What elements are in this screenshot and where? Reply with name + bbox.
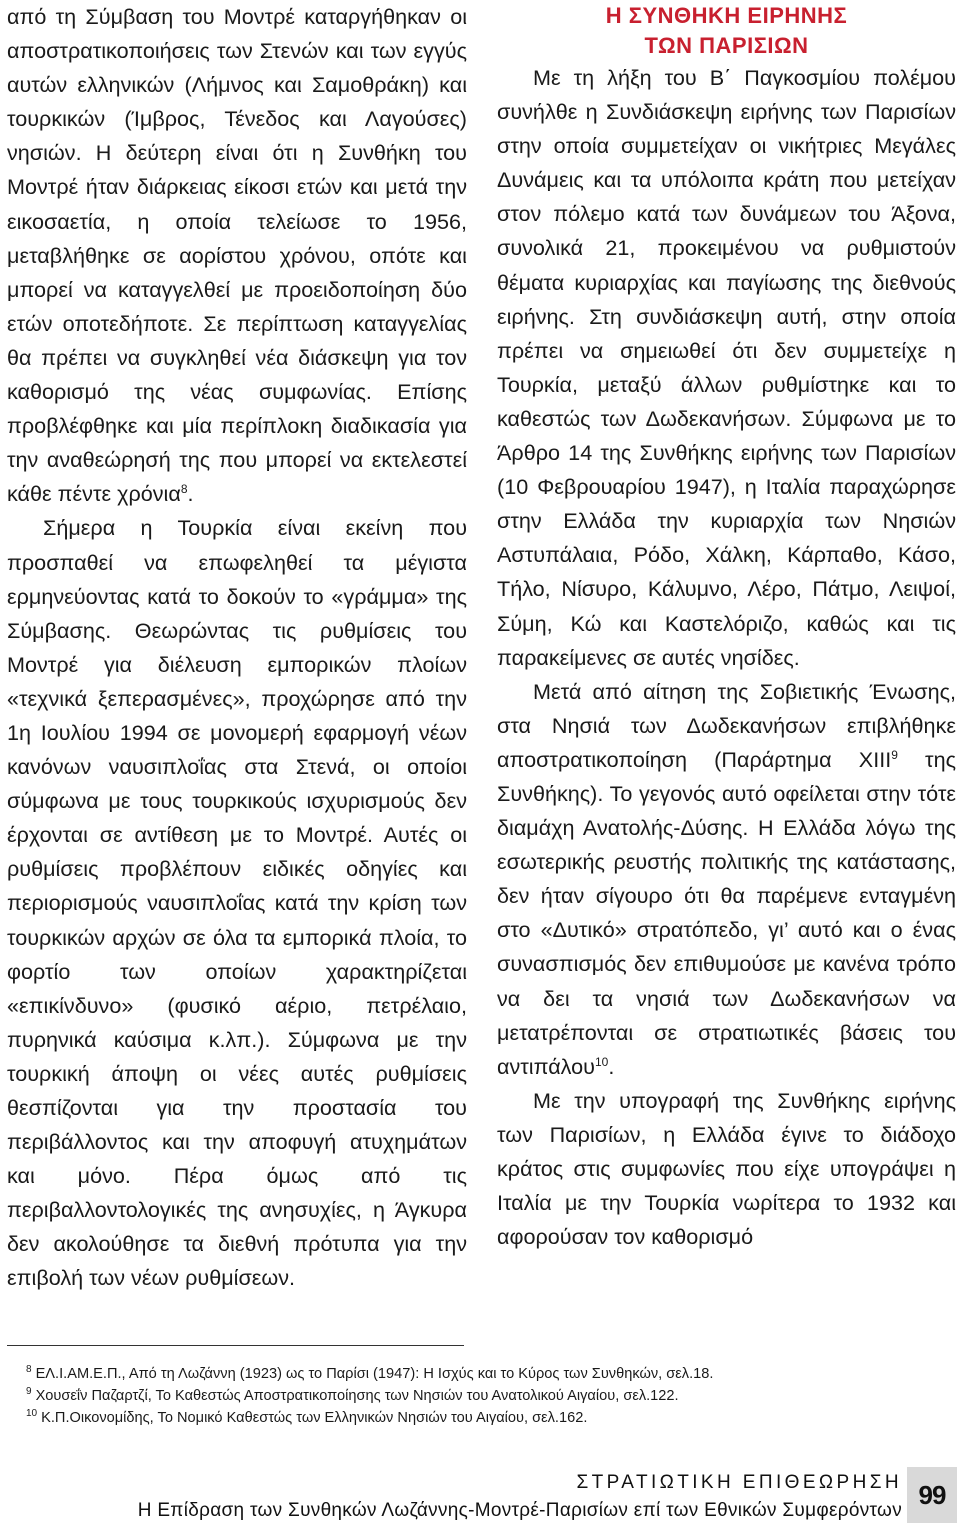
page-number: 99: [907, 1467, 957, 1523]
footnote-8: [26, 1363, 956, 1385]
footnote-text: Χουσεΐν Παζαρτζί, Το Καθεστώς Αποστρατικοποίησης των Νησιών του Ανατολικού Αιγαίου, σελ.122.: [35, 1388, 679, 1404]
footnote-number: 9: [26, 1386, 32, 1398]
text-run: Σήμερα η Τουρκία είναι εκείνη που προσπαθεί να επωφεληθεί τα μέγιστα ερμηνεύοντας κατά το δοκούν το «γράμμα» της Σύμβασης. Θεωρώντας τις ρυθμίσεις του Μοντρέ για διέλευση εμπορικών πλοίων «τεχνικά ξεπερασμένες», προχώρησε από την 1η Ιουλίου 1994 σε μονομερή εφαρμογή νέων κανόνων ναυσιπλοΐας στα Στενά, οι οποίοι σύμφωνα με τους τουρκικούς ισχυρισμούς δεν έρχονται σε αντίθεση με το Μοντρέ. Αυτές οι ρυθμίσεις προβλέπουν ειδικές οδηγίες και περιορισμούς ναυσιπλοΐας κατά την κρίση των τουρκικών αρχών σε όλα τα εμπορικά πλοία, το φορτίο των οποίων χαρακτηρίζεται «επικίνδυνο» (φυσικό αέριο, πετρέλαιο, πυρηνικά καύσιμα κ.λπ.). Σύμφωνα με την τουρκική άποψη οι νέες αυτές ρυθμίσεις θεσπίζονται για την προστασία του περιβάλλοντος και την αποφυγή ατυχημάτων και μόνο. Πέρα όμως από τις περιβαλλοντολογικές της ανησυχίες, η Άγκυρα δεν ακολούθησε τα διεθνή πρότυπα για την επιβολή των νέων ρυθμίσεων.: [7, 515, 467, 1291]
section-heading: [497, 0, 956, 61]
footnote-number: 10: [26, 1408, 38, 1420]
section-heading-line-1: Η ΣΥΝΘΗΚΗ ΕΙΡΗΝΗΣ: [605, 3, 848, 28]
running-subtitle: Η Επίδραση των Συνθηκών Λωζάννης-Μοντρέ-Παρισίων επί των Εθνικών Συμφερόντων: [137, 1500, 902, 1521]
right-paragraph-2: [497, 675, 956, 1084]
journal-title: ΣΤΡΑΤΙΩΤΙΚΗ ΕΠΙΘΕΩΡΗΣΗ: [576, 1472, 902, 1493]
section-heading-line-2: ΤΩΝ ΠΑΡΙΣΙΩΝ: [644, 33, 809, 58]
text-run: .: [608, 1053, 615, 1079]
text-run: από τη Σύμβαση του Μοντρέ καταργήθηκαν οι αποστρατικοποιήσεις των Στενών και των εγγύς αυτών ελληνικών (Λήμνος και Σαμοθράκη) και τουρκικών (Ίμβρος, Τένεδος και Λαγούσες) νησιών. Η δεύτερη είναι ότι η Συνθήκη του Μοντρέ ήταν διάρκειας είκοσι ετών και μετά την εικοσαετία, η οποία τελείωσε το 1956, μεταβλήθηκε σε αορίστου χρόνου, οπότε και μπορεί να καταγγελθεί με προειδοποίηση δύο ετών οποτεδήποτε. Σε περίπτωση καταγγελίας θα πρέπει να συγκληθεί νέα διάσκεψη για τον καθορισμό της νέας συμφωνίας. Επίσης προβλέφθηκε και μία περίπλοκη διαδικασία για την αναθεώρησή της που μπορεί να εκτελεστεί κάθε πέντε χρόνια: [7, 4, 467, 507]
right-paragraph-1: [497, 61, 956, 675]
left-column: [7, 0, 467, 1296]
footnote-9: [26, 1385, 956, 1407]
footnote-reference: 9: [891, 747, 898, 762]
text-run: Μετά από αίτηση της Σοβιετικής Ένωσης, στα Νησιά των Δωδεκανήσων επιβλήθηκε αποστρατικοποίηση (Παράρτημα XIII: [497, 678, 956, 772]
footnote-separator: [7, 1345, 464, 1346]
right-column: [497, 0, 956, 1254]
text-run: Με τη λήξη του Β΄ Παγκοσμίου πολέμου συνήλθε η Συνδιάσκεψη ειρήνης των Παρισίων στην οποία συμμετείχαν οι νικήτριες Μεγάλες Δυνάμεις και τα υπόλοιπα κράτη που μετείχαν στον πόλεμο κατά των δυνάμεων του Άξονα, συνολικά 21, προκειμένου να ρυθμιστούν θέματα κυριαρχίας και παγίωσης της διεθνούς ειρήνης. Στη συνδιάσκεψη αυτή, στην οποία πρέπει να σημειωθεί ότι δεν συμμετείχε η Τουρκία, μεταξύ άλλων ρυθμίστηκε και το καθεστώς των Δωδεκανήσων. Σύμφωνα με το Άρθρο 14 της Συνθήκης ειρήνης των Παρισίων (10 Φεβρουαρίου 1947), η Ιταλία παραχώρησε στην Ελλάδα την κυριαρχία των Νησιών Αστυπάλαια, Ρόδο, Χάλκη, Κάρπαθο, Κάσο, Τήλο, Νίσυρο, Κάλυμνο, Λέρο, Πάτμο, Λειψοί, Σύμη, Κώ και Καστελόριζο, καθώς και τις παρακείμενες σε αυτές νησίδες.: [497, 65, 956, 670]
footnote-reference: 8: [180, 482, 188, 497]
text-run: .: [187, 481, 194, 507]
footnote-reference: 10: [594, 1054, 609, 1069]
text-run: Με την υπογραφή της Συνθήκης ειρήνης των Παρισίων, η Ελλάδα έγινε το διάδοχο κράτος στις συμφωνίες που είχε υπογράψει η Ιταλία με την Τουρκία νωρίτερα το 1932 και αφορούσαν τον καθορισμό: [497, 1087, 956, 1250]
text-run: της Συνθήκης). Το γεγονός αυτό οφείλεται στην τότε διαμάχη Ανατολής-Δύσης. Η Ελλάδα λόγω της εσωτερικής ρευστής πολιτικής της κατάστασης, δεν ήταν σίγουρο ότι θα παρέμενε ενταγμένη στο «Δυτικό» στρατόπεδο, γι’ αυτό και ο ένας συνασπισμός δεν επιθυμούσε με κανένα τρόπο να δει τα νησιά των Δωδεκανήσων να μετατρέπονται σε στρατιωτικές βάσεις του αντιπάλου: [497, 746, 956, 1079]
right-paragraph-3: [497, 1084, 956, 1254]
footnote-text: Κ.Π.Οικονομίδης, Το Νομικό Καθεστώς των Ελληνικών Νησιών του Αιγαίου, σελ.162.: [41, 1410, 588, 1426]
left-paragraph-1: [7, 0, 467, 511]
footnote-text: ΕΛ.Ι.ΑΜ.Ε.Π., Από τη Λωζάννη (1923) ως το Παρίσι (1947): Η Ισχύς και το Κύρος των Συνθηκών, σελ.18.: [35, 1366, 714, 1382]
footnote-number: 8: [26, 1364, 32, 1376]
footnote-10: [26, 1407, 956, 1429]
footnotes: [26, 1363, 956, 1429]
left-paragraph-2: [7, 511, 467, 1295]
